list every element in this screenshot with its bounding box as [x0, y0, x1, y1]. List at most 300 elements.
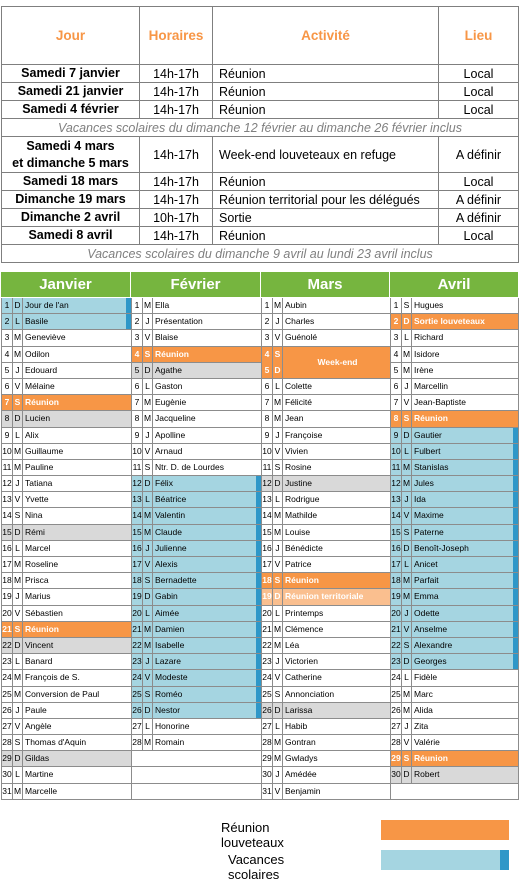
day-number: 19: [132, 589, 143, 604]
day-number: 2: [2, 314, 13, 329]
day-label: Roseline: [25, 559, 59, 569]
day-label: Gwladys: [285, 753, 318, 764]
calendar-day-row: [262, 784, 390, 800]
day-number: 26: [262, 703, 273, 718]
day-number: 6: [2, 379, 13, 394]
day-number: 15: [391, 525, 402, 540]
vacation-bar: [513, 573, 518, 588]
day-label: Claude: [155, 526, 182, 537]
weekday-letter: V: [273, 557, 283, 572]
calendar-day-row: [2, 298, 131, 314]
day-label: Bernadette: [155, 575, 197, 586]
weekday-letter: M: [143, 638, 153, 653]
calendar-day-row: [262, 735, 390, 751]
cell-horaires: 14h-17h: [140, 83, 213, 101]
vacation-bar: [513, 508, 518, 523]
weekday-letter: M: [13, 444, 23, 459]
weekday-letter: M: [402, 687, 412, 702]
day-label: Ntr. D. de Lourdes: [155, 461, 224, 472]
weekday-letter: V: [143, 444, 153, 459]
day-label: Anicet: [414, 559, 438, 569]
day-number: 19: [391, 589, 402, 604]
weekday-letter: L: [143, 492, 153, 507]
vacation-bar: [256, 703, 261, 718]
day-number: 28: [2, 735, 13, 750]
calendar-day-row: [391, 476, 518, 492]
calendar-day-row: [132, 428, 261, 444]
day-number: 13: [391, 492, 402, 507]
day-number: 3: [2, 330, 13, 345]
weekday-letter: V: [273, 444, 283, 459]
calendar-header: [1, 272, 519, 297]
weekday-letter: M: [273, 508, 283, 523]
calendar-day-row: [391, 735, 518, 751]
day-number: 21: [391, 622, 402, 637]
vacation-bar: [126, 314, 131, 329]
cell-horaires: 14h-17h: [140, 227, 213, 245]
day-label: Zita: [414, 720, 429, 731]
day-number: 23: [262, 654, 273, 669]
weekday-letter: S: [402, 751, 412, 766]
weekday-letter: V: [13, 492, 23, 507]
calendar-day-row: [262, 703, 390, 719]
day-label: Gabin: [155, 591, 178, 602]
day-label: Marcel: [25, 542, 51, 553]
calendar-day-row: [2, 476, 131, 492]
weekday-letter: J: [13, 703, 23, 718]
calendar-day-row: [262, 460, 390, 476]
calendar-day-row: [2, 735, 131, 751]
vacation-bar: [513, 428, 518, 443]
day-label: Réunion: [414, 413, 448, 424]
weekday-letter: M: [402, 476, 412, 491]
day-label: Aimée: [155, 607, 180, 618]
weekday-letter: V: [402, 395, 412, 410]
weekday-letter: S: [402, 638, 412, 653]
calendar-day-row: [391, 751, 518, 767]
weekday-letter: D: [13, 525, 23, 540]
weekday-letter: V: [402, 622, 412, 637]
cell-lieu: Local: [439, 101, 519, 119]
weekday-letter: M: [13, 460, 23, 475]
day-number: 23: [2, 654, 13, 669]
day-label: Marc: [414, 688, 433, 699]
weekday-letter: S: [13, 622, 23, 637]
day-number: 8: [391, 411, 402, 426]
weekday-letter: V: [402, 508, 412, 523]
day-number: 29: [262, 751, 273, 766]
weekday-letter: M: [402, 573, 412, 588]
cell-lieu: Local: [439, 65, 519, 83]
day-label: Hugues: [414, 300, 444, 310]
weekday-letter: V: [13, 379, 23, 394]
day-label: Patrice: [285, 559, 312, 569]
day-label: Béatrice: [155, 494, 187, 505]
calendar-day-row: [2, 573, 131, 589]
weekday-letter: S: [143, 460, 153, 475]
weekday-letter: M: [13, 347, 23, 362]
calendar-empty-row: [132, 767, 261, 783]
calendar-day-row: [262, 670, 390, 686]
calendar-day-row: [262, 589, 390, 605]
weekday-letter: J: [402, 492, 412, 507]
calendar-day-row: [391, 606, 518, 622]
cell-jour: Dimanche 19 mars: [2, 191, 140, 209]
calendar-day-row: [391, 363, 518, 379]
vacation-bar: [513, 606, 518, 621]
weekday-letter: D: [143, 476, 153, 491]
weekday-letter: L: [402, 557, 412, 572]
weekday-letter: M: [402, 363, 412, 378]
day-label: Romain: [155, 737, 185, 748]
day-number: 14: [391, 508, 402, 523]
weekday-letter: D: [402, 767, 412, 782]
day-label: Fulbert: [414, 445, 441, 456]
vacation-bar: [513, 492, 518, 507]
day-number: 18: [2, 573, 13, 588]
weekday-letter: D: [143, 589, 153, 604]
weekday-letter: L: [13, 541, 23, 556]
calendar-day-row: [262, 606, 390, 622]
day-number: 6: [262, 379, 273, 394]
calendar-day-row: [262, 476, 390, 492]
calendar-day-row: [132, 622, 261, 638]
weekday-letter: M: [143, 622, 153, 637]
weekday-letter: M: [402, 460, 412, 475]
day-number: 20: [132, 606, 143, 621]
calendar-day-row: [391, 557, 518, 573]
vacation-bar: [256, 508, 261, 523]
day-label: Lazare: [155, 656, 181, 667]
weekday-letter: D: [273, 703, 283, 718]
day-number: 12: [262, 476, 273, 491]
calendar-day-row: [132, 573, 261, 589]
calendar-day-row: [391, 314, 518, 330]
day-label: Week-end: [317, 356, 358, 367]
calendar-day-row: [132, 395, 261, 411]
calendar-day-row: [2, 606, 131, 622]
month-header-janvier: Janvier: [1, 272, 131, 297]
weekday-letter: D: [273, 476, 283, 491]
vacation-bar: [256, 606, 261, 621]
weekday-letter: M: [273, 735, 283, 750]
cell-horaires: 14h-17h: [140, 137, 213, 173]
calendar-empty-row: [391, 784, 518, 800]
day-number: 12: [132, 476, 143, 491]
weekday-letter: D: [402, 314, 412, 329]
cell-jour: Samedi 8 avril: [2, 227, 140, 245]
day-number: 10: [391, 444, 402, 459]
calendar-day-row: [391, 395, 518, 411]
vacation-bar: [256, 654, 261, 669]
day-number: 21: [132, 622, 143, 637]
day-label: Vivien: [285, 445, 308, 456]
calendar-day-row: [132, 330, 261, 346]
day-number: 4: [132, 347, 143, 362]
calendar-day-row: [391, 703, 518, 719]
vacation-bar: [513, 460, 518, 475]
calendar-day-row: [262, 541, 390, 557]
calendar-day-row: [391, 638, 518, 654]
weekday-letter: V: [273, 670, 283, 685]
weekday-letter: D: [402, 654, 412, 669]
day-number: 29: [2, 751, 13, 766]
weekday-letter: J: [143, 654, 153, 669]
empty-cell: [132, 751, 261, 766]
calendar-day-row: [391, 687, 518, 703]
weekday-letter: M: [143, 411, 153, 426]
weekday-letter: S: [143, 347, 153, 362]
header-horaires: Horaires: [140, 7, 213, 65]
day-number: 8: [132, 411, 143, 426]
weekday-letter: J: [273, 654, 283, 669]
calendar-day-row: [2, 622, 131, 638]
calendar-day-row: [2, 703, 131, 719]
day-label: Jules: [414, 478, 434, 489]
month-column-avril: [390, 298, 519, 800]
calendar-day-row: [262, 298, 390, 314]
day-label: Richard: [414, 332, 444, 343]
day-number: 17: [391, 557, 402, 572]
day-label: Guénolé: [285, 332, 318, 343]
calendar-day-row: [262, 719, 390, 735]
vacation-bar: [256, 638, 261, 653]
day-number: 14: [2, 508, 13, 523]
weekday-letter: S: [273, 460, 283, 475]
day-label: Clémence: [285, 623, 324, 634]
calendar-day-row: [262, 444, 390, 460]
day-number: 16: [2, 541, 13, 556]
day-label: Colette: [285, 380, 312, 391]
day-number: 20: [262, 606, 273, 621]
weekday-letter: D: [273, 589, 283, 604]
schedule-header-row: [2, 7, 519, 65]
calendar-day-row: [2, 347, 131, 363]
weekday-letter: L: [273, 606, 283, 621]
day-label: Geneviève: [25, 332, 66, 343]
day-label: Réunion: [155, 348, 189, 359]
schedule-row: [2, 227, 519, 245]
day-label: Louise: [285, 526, 311, 537]
schedule-row: [2, 209, 519, 227]
calendar-day-row: [391, 347, 518, 363]
empty-cell: [391, 784, 518, 799]
vacation-bar: [513, 476, 518, 491]
day-label: Aubin: [285, 300, 307, 310]
weekday-letter: L: [273, 492, 283, 507]
day-number: 27: [262, 719, 273, 734]
calendar-day-row: [262, 314, 390, 330]
day-number: 15: [2, 525, 13, 540]
month-column-janvier: [1, 298, 131, 800]
calendar-day-row: [132, 703, 261, 719]
day-label: Gaston: [155, 380, 183, 391]
vacation-bar: [256, 589, 261, 604]
calendar-day-row: [132, 638, 261, 654]
calendar-day-row: [262, 330, 390, 346]
day-label: Réunion: [25, 623, 59, 634]
day-label: Honorine: [155, 720, 190, 731]
cell-lieu: A définir: [439, 209, 519, 227]
calendar-day-row: [132, 606, 261, 622]
weekday-letter: D: [143, 703, 153, 718]
weekday-letter: M: [273, 395, 283, 410]
calendar-day-row: [2, 444, 131, 460]
day-label: Conversion de Paul: [25, 688, 100, 699]
vacation-bar: [256, 622, 261, 637]
calendar-day-row: [132, 589, 261, 605]
calendar-day-row: [2, 670, 131, 686]
day-label: Sébastien: [25, 607, 63, 618]
schedule-row: [2, 137, 519, 173]
calendar-day-row: [391, 541, 518, 557]
calendar-day-row: [262, 508, 390, 524]
day-label: Réunion: [25, 397, 59, 408]
weekday-letter: L: [13, 314, 23, 329]
cell-horaires: 14h-17h: [140, 101, 213, 119]
weekday-letter: J: [273, 428, 283, 443]
day-number: 27: [132, 719, 143, 734]
calendar-day-row: [132, 347, 261, 363]
day-label: Gautier: [414, 429, 442, 440]
day-label: Marius: [25, 591, 51, 602]
day-label: Roméo: [155, 688, 183, 699]
vacation-bar: [256, 670, 261, 685]
day-label: Agathe: [155, 364, 182, 375]
calendar-day-row: [2, 654, 131, 670]
calendar-day-row: [391, 767, 518, 783]
calendar-day-row: [262, 525, 390, 541]
calendar-day-row: [2, 687, 131, 703]
day-label: Gontran: [285, 737, 316, 748]
day-number: 19: [262, 589, 273, 604]
vacation-bar: [256, 525, 261, 540]
cell-jour: Samedi 4 février: [2, 101, 140, 119]
day-number: 4: [391, 347, 402, 362]
day-number: 11: [391, 460, 402, 475]
weekday-letter: J: [143, 314, 153, 329]
day-number: 19: [2, 589, 13, 604]
day-label: Léa: [285, 639, 300, 650]
day-number: 1: [262, 298, 273, 313]
day-number: 22: [262, 638, 273, 653]
calendar-day-row: [2, 767, 131, 783]
month-column-mars: [261, 298, 390, 800]
day-label: Marcelle: [25, 785, 58, 796]
day-label: Vincent: [25, 639, 54, 650]
day-number: 30: [391, 767, 402, 782]
day-label: Ella: [155, 300, 170, 310]
weekday-letter: L: [143, 719, 153, 734]
calendar-day-row: [132, 687, 261, 703]
calendar-day-row: [391, 654, 518, 670]
vacation-bar: [513, 654, 518, 669]
day-label: Tatiana: [25, 478, 53, 489]
day-label: Prisca: [25, 575, 49, 586]
weekday-letter: M: [402, 347, 412, 362]
day-label: Mélaine: [25, 380, 55, 391]
cell-horaires: 14h-17h: [140, 173, 213, 191]
day-number: 18: [262, 573, 273, 588]
day-number: 11: [132, 460, 143, 475]
day-number: 7: [132, 395, 143, 410]
calendar-day-row: [132, 476, 261, 492]
day-label: Odilon: [25, 348, 50, 359]
day-number: 26: [391, 703, 402, 718]
vacation-bar: [513, 638, 518, 653]
day-number: 30: [262, 767, 273, 782]
vacation-bar: [256, 476, 261, 491]
day-number: 26: [132, 703, 143, 718]
calendar-day-row: [262, 687, 390, 703]
calendar-day-row: [262, 767, 390, 783]
day-label: Paule: [25, 704, 47, 715]
calendar-day-row: [2, 330, 131, 346]
weekday-letter: L: [13, 428, 23, 443]
calendar-day-row: [132, 298, 261, 314]
calendar-day-row: [2, 784, 131, 800]
calendar-day-row: [132, 735, 261, 751]
day-number: 11: [2, 460, 13, 475]
day-label: Emma: [414, 591, 439, 602]
day-label: Robert: [414, 769, 440, 780]
weekday-letter: J: [273, 314, 283, 329]
day-number: 28: [391, 735, 402, 750]
day-label: Guillaume: [25, 445, 64, 456]
empty-cell: [132, 784, 261, 799]
vacation-bar: [513, 589, 518, 604]
day-number: 3: [132, 330, 143, 345]
weekday-letter: V: [402, 735, 412, 750]
calendar-day-row: [262, 573, 390, 589]
day-number: 28: [262, 735, 273, 750]
calendar-day-row: [262, 411, 390, 427]
calendar-day-row: [132, 314, 261, 330]
calendar-day-row: [2, 525, 131, 541]
schedule-note-row: [2, 245, 519, 263]
weekday-letter: S: [402, 298, 412, 313]
weekday-letter: M: [143, 298, 153, 313]
day-label: Jean-Baptiste: [414, 397, 466, 408]
day-number: 10: [2, 444, 13, 459]
day-label: Irène: [414, 364, 434, 375]
day-label: Réunion territoriale: [285, 591, 364, 602]
weekday-letter: L: [273, 719, 283, 734]
day-label: Angèle: [25, 720, 52, 731]
cell-lieu: A définir: [439, 191, 519, 209]
calendar-day-row: [2, 428, 131, 444]
day-label: Banard: [25, 656, 53, 667]
day-label: Georges: [414, 656, 447, 667]
day-label: Benoît-Joseph: [414, 542, 469, 553]
day-label: Julienne: [155, 542, 187, 553]
day-label: Larissa: [285, 704, 313, 715]
calendar-day-row: [391, 573, 518, 589]
day-label: Nestor: [155, 704, 181, 715]
calendar-day-row: [2, 557, 131, 573]
calendar-day-row: [262, 638, 390, 654]
day-number: 24: [2, 670, 13, 685]
day-number: 6: [391, 379, 402, 394]
weekday-letter: V: [143, 557, 153, 572]
weekday-letter: M: [273, 638, 283, 653]
weekday-letter: V: [13, 719, 23, 734]
day-label: Maxime: [414, 510, 444, 521]
day-label: Basile: [25, 316, 49, 327]
day-number: 1: [391, 298, 402, 313]
day-label: Damien: [155, 623, 185, 634]
calendar-day-row: [262, 557, 390, 573]
